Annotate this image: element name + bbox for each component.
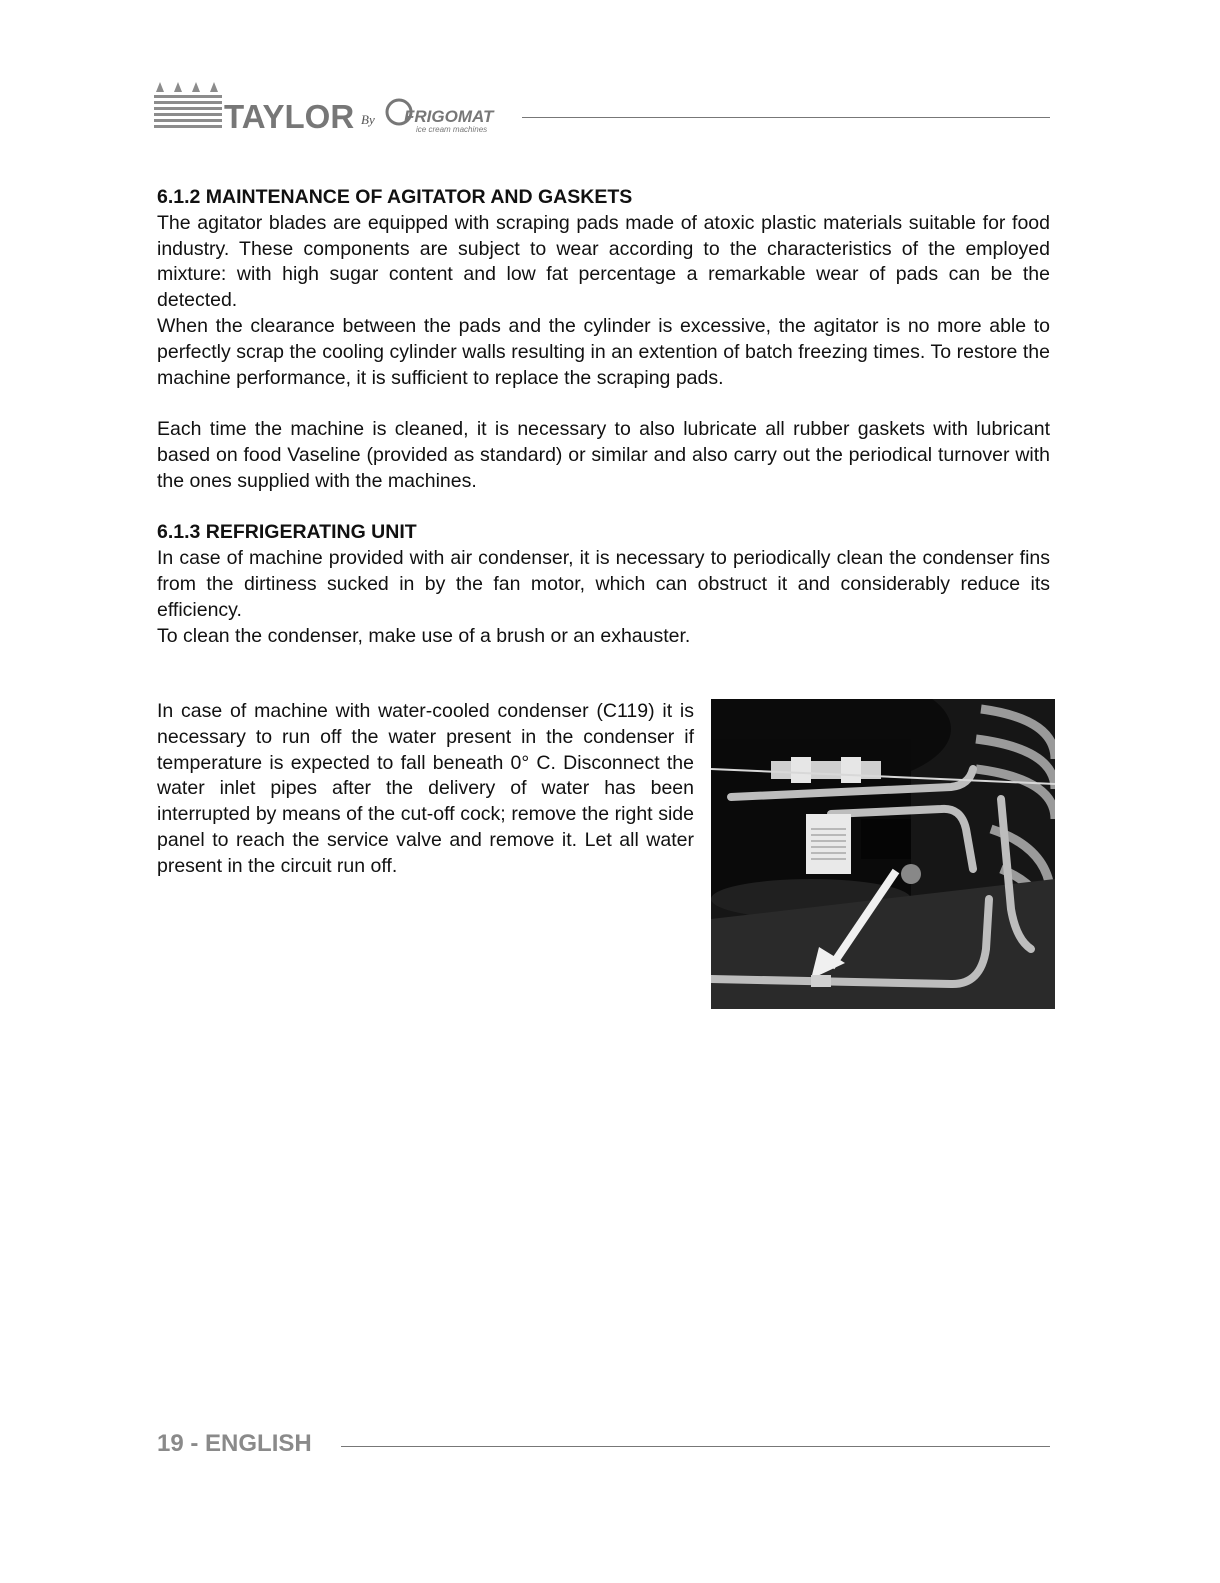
agitator-paragraph-2: When the clearance between the pads and the cylinder is excessive, the agitator is no more able to perfectly scrap the cooling cylinder walls resulting in an extention of batch freezing times. To restore the machine performance, it is sufficient to replace the scraping pads. xyxy=(157,314,1050,389)
agitator-paragraph-3: Each time the machine is cleaned, it is necessary to also lubricate all rubber gaskets with lubricant based on food Vaseline (provided as standard) or similar and also carry out the periodical turnover with the ones supplied with the machines. xyxy=(157,418,1050,492)
refrigerating-paragraph-1: In case of machine provided with air condenser, it is necessary to periodically clean the condenser fins from the dirtiness sucked in by the fan motor, which can obstruct it and considerably reduce its efficiency. xyxy=(157,547,1050,621)
refrigerating-paragraph-2: To clean the condenser, make use of a brush or an exhauster. xyxy=(157,624,691,647)
page-header xyxy=(154,80,1050,140)
page-content xyxy=(157,185,1050,649)
section-heading-agitator: 6.1.2 MAINTENANCE OF AGITATOR AND GASKETS xyxy=(157,186,633,208)
header-rule xyxy=(522,117,1050,118)
agitator-paragraph-1: The agitator blades are equipped with scraping pads made of atoxic plastic materials suitable for food industry. These components are subject to wear according to the characteristics of the employed mixture: with high sugar content and low fat percentage a remarkable wear of pads can be the detected. xyxy=(157,211,1050,312)
section-heading-refrigerating: 6.1.3 REFRIGERATING UNIT xyxy=(157,521,417,544)
partner-tagline: ice cream machines xyxy=(416,125,488,134)
refrigerating-paragraph-3: In case of machine with water-cooled condenser (C119) it is necessary to run off the water present in the condenser if temperature is expected to fall beneath 0° C. Disconnect the water inlet pipes after the delivery of water has been interrupted by means of the cut-off cock; remove the right side panel to reach the service valve and remove it. Let all water present in the circuit run off. xyxy=(157,700,694,877)
condenser-service-valve-photo xyxy=(711,699,1055,1009)
taylor-frigomat-logo xyxy=(154,80,524,134)
page-footer xyxy=(157,1430,1050,1464)
page-number-label: 19 - ENGLISH xyxy=(157,1430,312,1457)
by-text: By xyxy=(361,112,375,127)
water-condenser-section xyxy=(157,699,1055,1011)
brand-text: TAYLOR xyxy=(224,98,355,134)
footer-rule xyxy=(341,1446,1050,1447)
partner-text: FRIGOMAT xyxy=(404,107,494,126)
